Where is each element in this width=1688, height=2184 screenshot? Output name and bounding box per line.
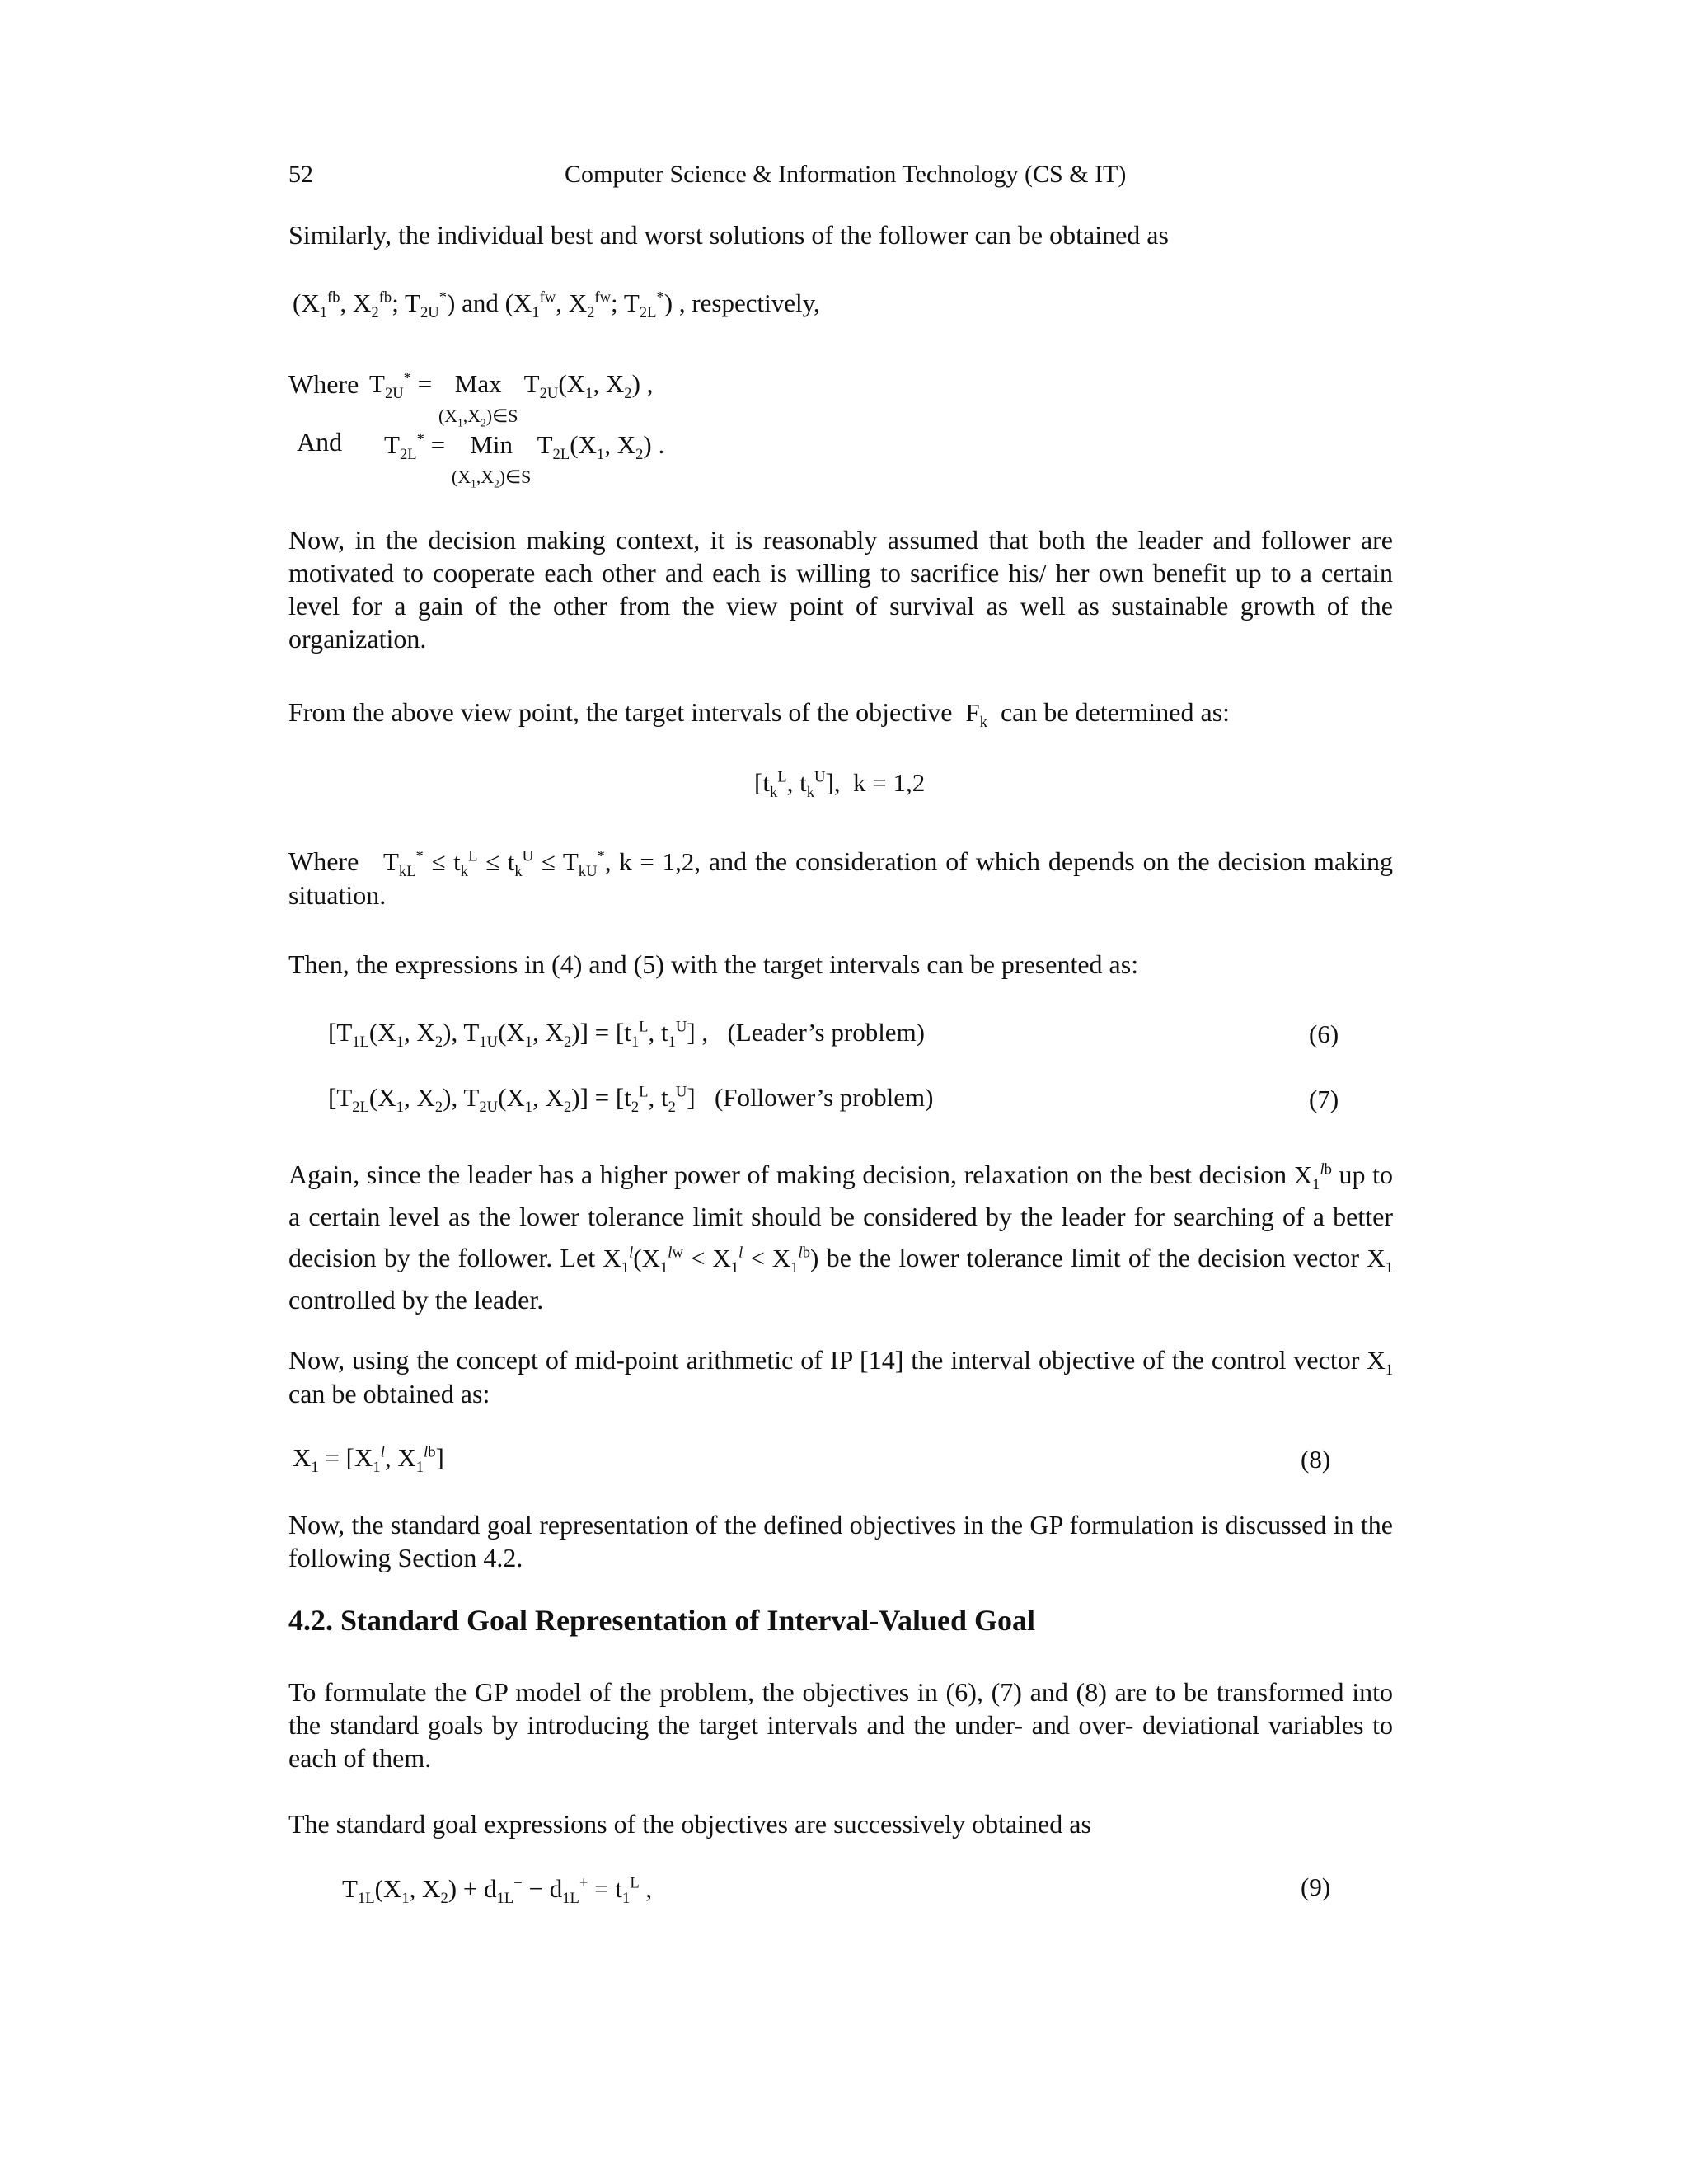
equation-number-8: (8) [1301,1445,1331,1474]
equation-target-interval: [$t_k^L$, $t_k^U$], k = 1,2 [754,768,926,802]
objective-fk: $F_k$ [965,698,987,732]
respectively-text: , respectively, [678,288,820,317]
relaxation-text-d: limit of the decision vector [1071,1243,1360,1272]
control-vector-symbol: $X_1$ [1367,1346,1394,1380]
equation-t2u-max: $T_{2U}^*$ = Max $(X_1,X_2)\in S$ $T_{2U}(X_1$, $X_2$) , [369,369,654,429]
paragraph-where-condition [288,845,1393,912]
and-label: And [297,427,343,457]
best-decision-symbol: $X_1^{lb}$ [1293,1160,1332,1194]
where-label: Where [288,369,359,399]
relaxation-text-e: controlled by the leader. [288,1285,544,1315]
paragraph-gp-model: To formulate the GP model of the problem, the objectives in (6), (7) and (8) are to be transformed into the standard goals by introducing the target intervals and the under- and over- deviational variables to each of them. [288,1677,1393,1773]
paragraph-goal-expressions: The standard goal expressions of the objectives are successively obtained as [288,1809,1091,1839]
relaxation-text-c: be the lower tolerance [826,1243,1063,1272]
paragraph-leader-relaxation [288,1154,1393,1320]
page-number: 52 [288,161,313,188]
paragraph-midpoint [288,1343,1393,1410]
paragraph-target-intervals [288,696,1231,732]
equation-number-7: (7) [1309,1085,1339,1113]
running-header: Computer Science & Information Technology (CS & IT) [565,161,1127,188]
equation-8: $X_1 = [X_1^l$, $X_1^{lb}$] [293,1443,444,1477]
equation-follower-solutions: ($X_1^{fb}$, $X_2^{fb}$; $T_{2U}^*$) and ($X_1^{fw}$, $X_2^{fw}$; $T_{2L}^*$) , respectively, [293,288,820,322]
where-word: Where [288,846,359,876]
paragraph-decision-context: Now, in the decision making context, it is reasonably assumed that both the leader and follower are motivated to cooperate each other and each is willing to sacrifice his/ her own benefit up to a certain level for a gain of the other from the view point of survival as well as sustainable growth of the organization. [288,525,1393,654]
midpoint-text-b: can be obtained as: [288,1379,490,1408]
equation-6: [$T_{1L}(X_1$, $X_2$), $T_{1U}(X_1$, $X_2)] = [t_1^L$, $t_1^U$] , (Leader’s problem) [328,1018,926,1052]
target-intervals-text: From the above view point, the target intervals of the objective [288,697,953,727]
where-condition-text: and the consideration of which depends on the decision making situation. [288,846,1394,910]
equation-7: [$T_{2L}(X_1$, $X_2$), $T_{2U}(X_1$, $X_2)] = [t_2^L$, $t_2^U$] (Follower’s problem) [328,1083,934,1117]
min-operator: Min [470,430,513,459]
relaxation-text-b: up to a certain level as the lower tolerance limit should be considered by the leader for searching of a better decision by the follower. Let [288,1160,1394,1272]
section-heading: 4.2. Standard Goal Representation of Interval-Valued Goal [288,1604,1036,1637]
decision-vector-symbol: $X_1$ [1367,1244,1394,1277]
midpoint-text-a: Now, using the concept of mid-point arithmetic of IP [14] the interval objective of the control vector [288,1345,1360,1375]
equation-9: $T_{1L}(X_1$, $X_2) + d_{1L}^- - d_{1L}^+ = t_1^L$ , [342,1874,653,1908]
inequality-targets: $T_{kL}^* \le t_k^L \le t_k^U \le T_{kU}^*$, k = 1,2, [382,847,701,881]
paragraph-expressions: Then, the expressions in (4) and (5) with the target intervals can be presented as: [288,949,1139,979]
target-intervals-text-end: can be determined as: [1000,697,1231,727]
equation-number-6: (6) [1309,1019,1339,1048]
equation-t2l-min: $T_{2L}^*$ = Min $(X_1,X_2)\in S$ $T_{2L}(X_1$, $X_2$) . [384,430,665,490]
tolerance-symbol: $X_1^l(X_1^{lw} < X_1^l < X_1^{lb})$ [603,1244,819,1277]
paragraph-follower-solutions: Similarly, the individual best and worst solutions of the follower can be obtained as [288,220,1169,250]
equation-number-9: (9) [1301,1872,1331,1901]
max-operator: Max [454,369,502,398]
paragraph-standard-goal: Now, the standard goal representation of the defined objectives in the GP formulation is discussed in the following Section 4.2. [288,1510,1393,1572]
follower-problem-label: (Follower’s problem) [714,1083,934,1112]
and-word: and [462,288,499,317]
relaxation-text-a: Again, since the leader has a higher power of making decision, relaxation on the best decision [288,1160,1287,1189]
leader-problem-label: (Leader’s problem) [727,1018,926,1047]
